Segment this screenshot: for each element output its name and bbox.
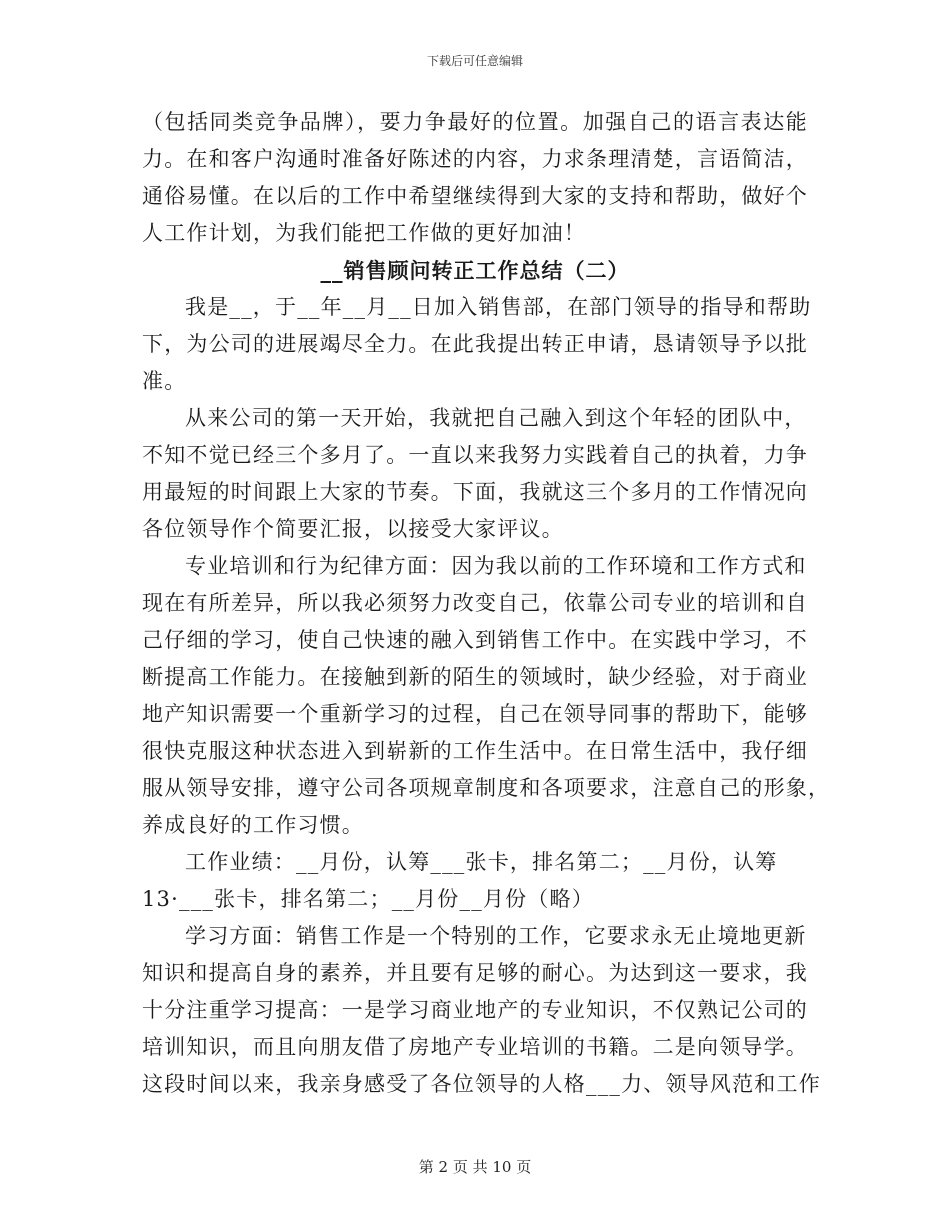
paragraph-first-line: 学习方面：销售工作是一个特别的工作，它要求永无止境地更新: [185, 924, 807, 948]
paragraph-first-line: 我是__，于__年__月__日加入销售部，在部门领导的指导和帮助: [185, 295, 812, 319]
body-line: 不知不觉已经三个多月了。一直以来我努力实践着自己的执着，力争: [142, 443, 808, 467]
body-line: 己仔细的学习，使自己快速的融入到销售工作中。在实践中学习，不: [142, 628, 808, 652]
body-line: 通俗易懂。在以后的工作中希望继续得到大家的支持和帮助，做好个: [142, 184, 808, 208]
body-line: 知识和提高自身的素养，并且要有足够的耐心。为达到这一要求，我: [142, 961, 808, 985]
body-line: 用最短的时间跟上大家的节奏。下面，我就这三个多月的工作情况向: [142, 480, 808, 504]
body-line: 下，为公司的进展竭尽全力。在此我提出转正申请，恳请领导予以批: [142, 332, 808, 356]
body-line: 地产知识需要一个重新学习的过程，自己在领导同事的帮助下，能够: [142, 702, 808, 726]
body-line: 13·___张卡，排名第二；__月份__月份（略）: [142, 887, 594, 911]
paragraph-first-line: 工作业绩：__月份，认筹___张卡，排名第二；__月份，认筹: [185, 850, 778, 874]
body-line: 十分注重学习提高：一是学习商业地产的专业知识，不仅熟记公司的: [142, 998, 808, 1022]
body-line: 各位领导作个简要汇报，以接受大家评议。: [142, 517, 564, 541]
page-number: 第 2 页 共 10 页: [418, 1158, 532, 1176]
section-title: __销售顾问转正工作总结（二）: [320, 258, 630, 283]
document-body: [142, 104, 831, 1103]
body-line: 这段时间以来，我亲身感受了各位领导的人格___力、领导风范和工作: [142, 1072, 821, 1096]
page-header: 下载后可任意编辑: [426, 54, 523, 68]
body-line: 人工作计划，为我们能把工作做的更好加油！: [142, 221, 586, 245]
body-line: 培训知识，而且向朋友借了房地产专业培训的书籍。二是向领导学。: [142, 1035, 808, 1059]
paragraph-first-line: 从来公司的第一天开始，我就把自己融入到这个年轻的团队中，: [185, 406, 807, 430]
body-line: 服从领导安排，遵守公司各项规章制度和各项要求，注意自己的形象，: [142, 776, 831, 800]
body-line: 准。: [142, 369, 187, 393]
body-line: 养成良好的工作习惯。: [142, 813, 364, 837]
body-line: 力。在和客户沟通时准备好陈述的内容，力求条理清楚，言语简洁，: [142, 147, 808, 171]
paragraph-first-line: 专业培训和行为纪律方面：因为我以前的工作环境和工作方式和: [185, 554, 807, 578]
body-line: （包括同类竞争品牌），要力争最好的位置。加强自己的语言表达能: [142, 110, 808, 134]
body-line: 现在有所差异，所以我必须努力改变自己，依靠公司专业的培训和自: [142, 591, 808, 615]
body-line: 断提高工作能力。在接触到新的陌生的领域时，缺少经验，对于商业: [142, 665, 808, 689]
body-line: 很快克服这种状态进入到崭新的工作生活中。在日常生活中，我仔细: [142, 739, 808, 763]
